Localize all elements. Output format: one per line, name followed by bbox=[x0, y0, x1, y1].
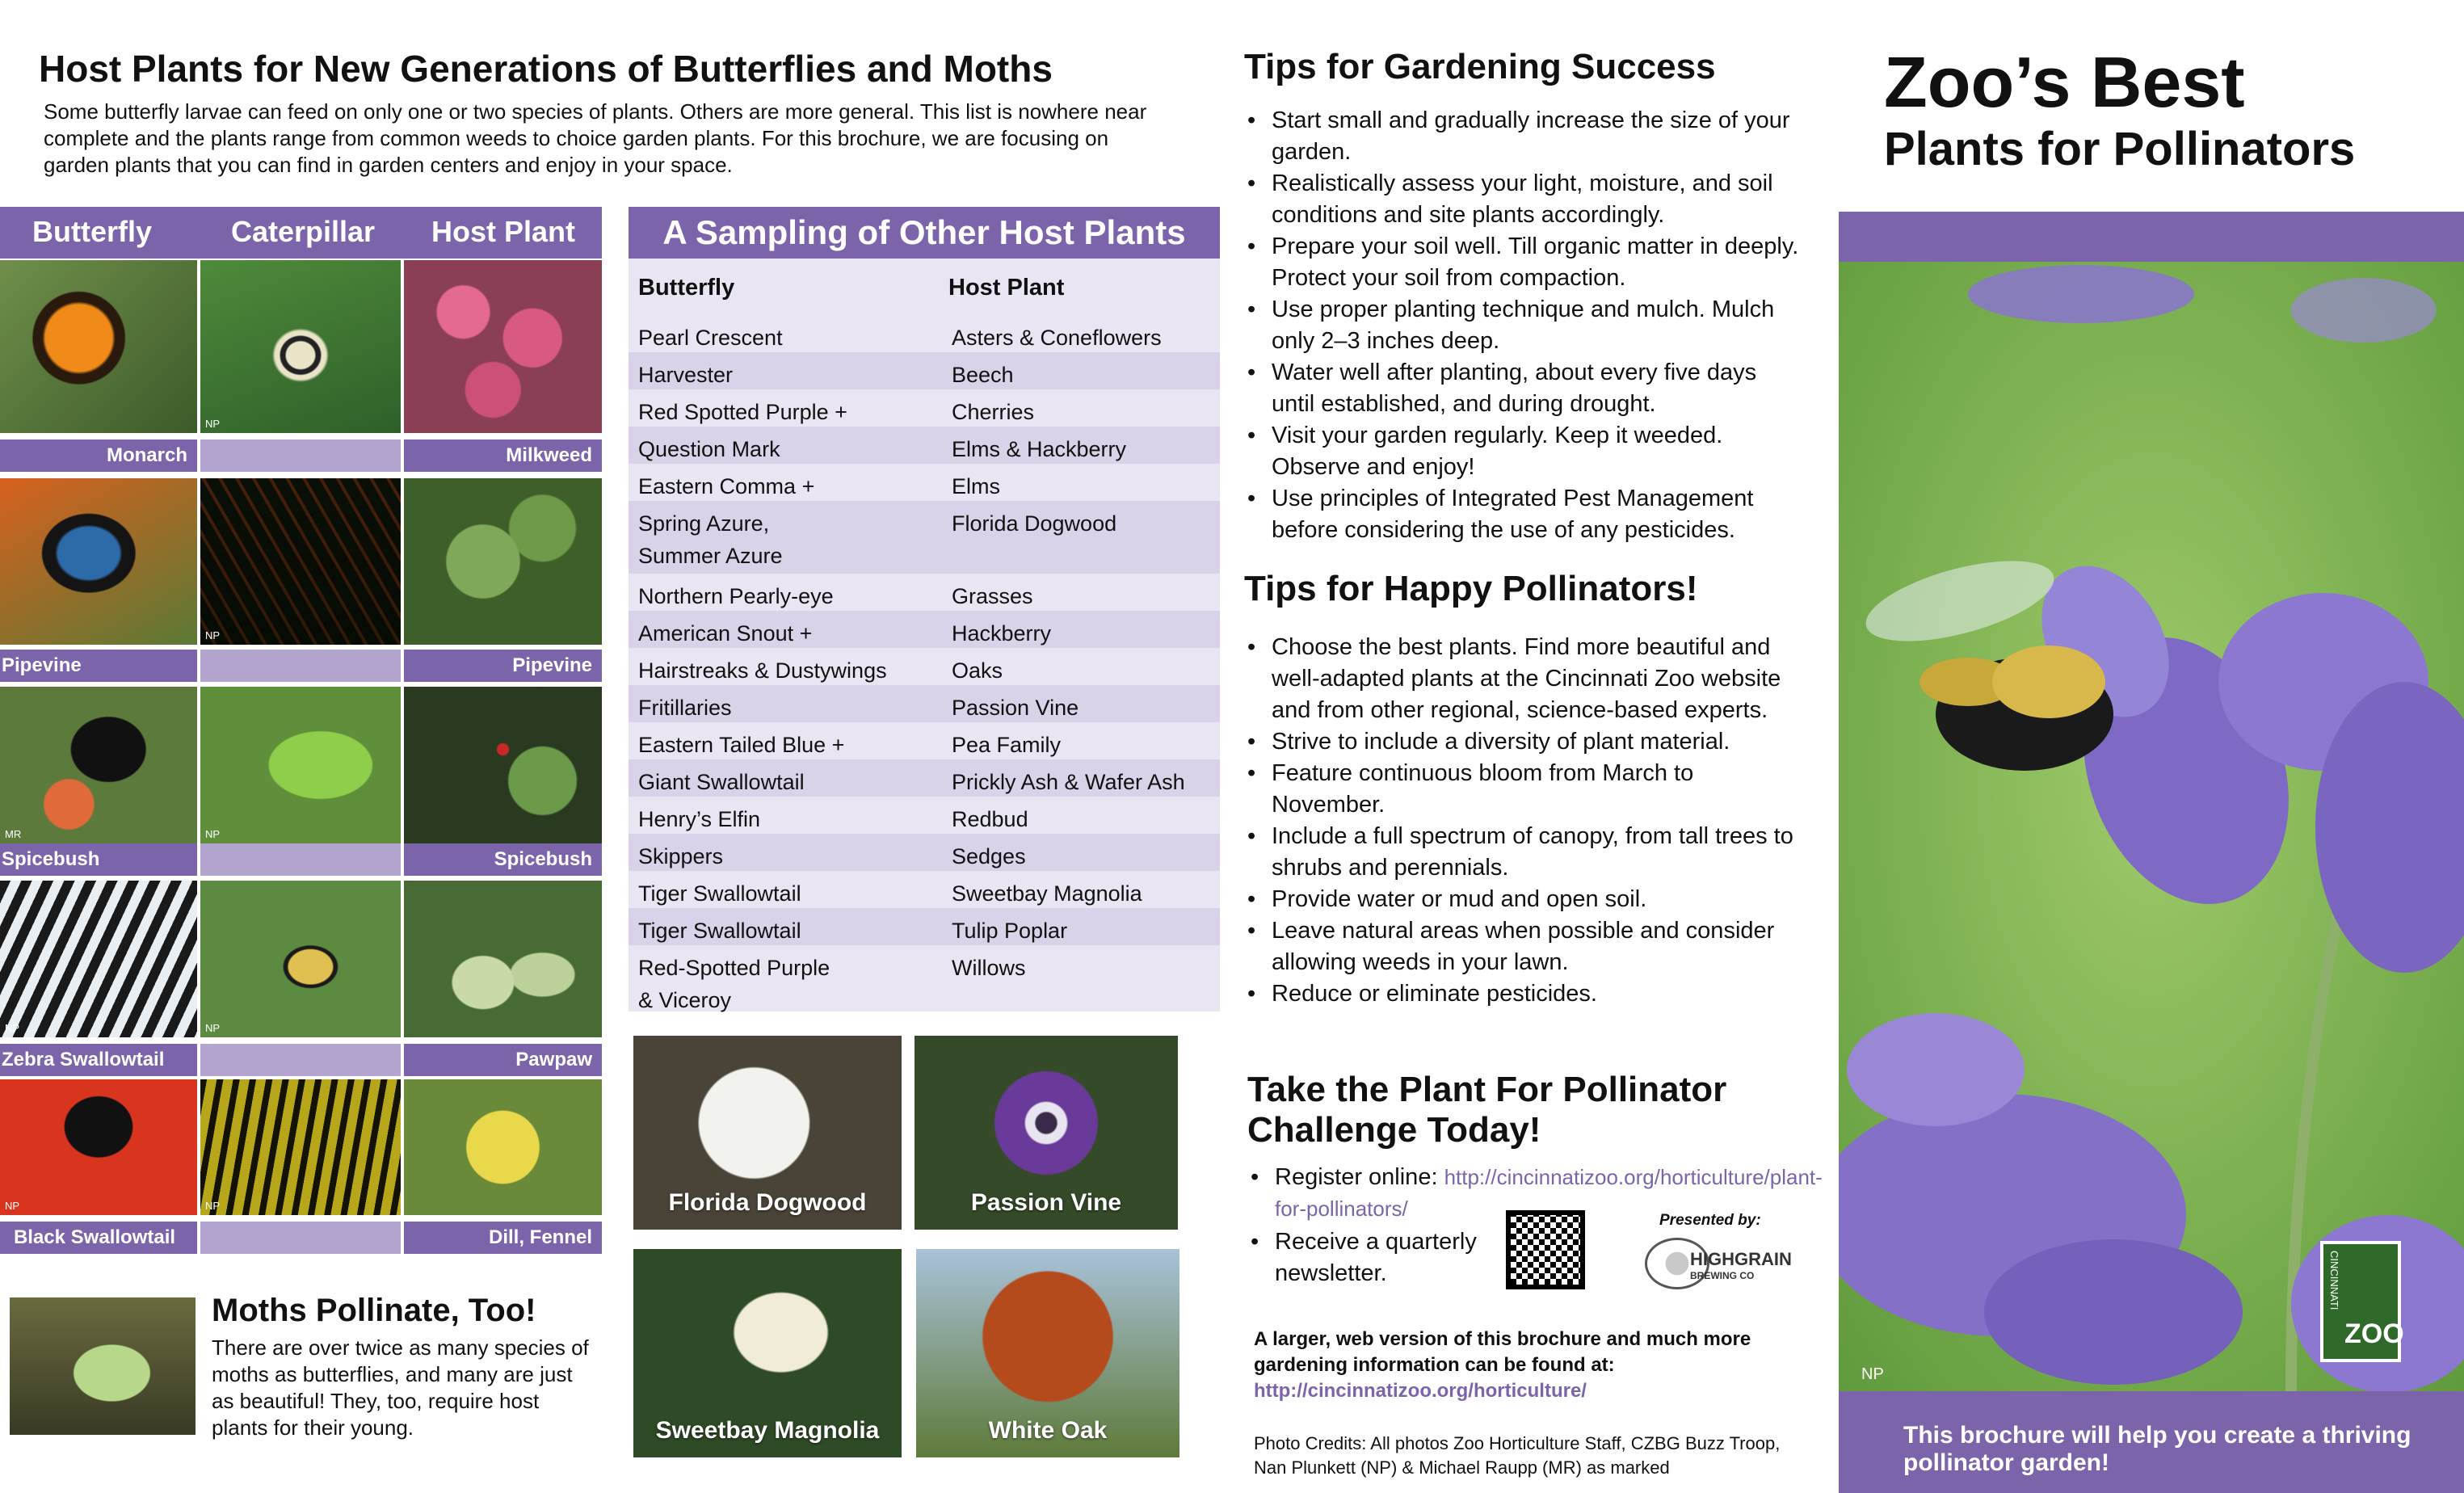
sampling-host-cell: Cherries bbox=[952, 400, 1035, 424]
sampling-host-cell: Oaks bbox=[952, 658, 1003, 683]
sampling-butterfly-line2: Summer Azure bbox=[638, 544, 783, 568]
sampling-butterfly-cell: Harvester bbox=[638, 363, 734, 387]
register-link[interactable]: http://cincinnatizoo.org/horticulture/plant-for-pollinators/ bbox=[1275, 1165, 1823, 1221]
photo-credit: NP bbox=[5, 1022, 20, 1034]
moths-text: There are over twice as many species of moths as butterflies, and many are just as beautiful! They, too, require host plants for their young. bbox=[212, 1335, 589, 1440]
sampling-row bbox=[629, 685, 1220, 722]
sampling-host-cell: Sweetbay Magnolia bbox=[952, 881, 1142, 906]
sampling-host-cell: Hackberry bbox=[952, 621, 1052, 646]
host-plants-title: Host Plants for New Generations of Butterflies and Moths bbox=[39, 48, 1053, 90]
spicebush-swallowtail-photo bbox=[0, 687, 197, 843]
sweetbay-magnolia-photo bbox=[633, 1249, 902, 1457]
sampling-butterfly-cell: Red Spotted Purple + bbox=[638, 400, 847, 424]
black-caterpillar-photo bbox=[200, 1079, 401, 1215]
photo-credit: NP bbox=[205, 418, 221, 430]
sampling-host-cell: Passion Vine bbox=[952, 696, 1079, 720]
sampling-row bbox=[629, 611, 1220, 648]
gardening-title: Tips for Gardening Success bbox=[1244, 47, 1716, 86]
col-caterpillar-label: Caterpillar bbox=[231, 215, 376, 248]
photo-credit: NP bbox=[205, 1200, 221, 1212]
pollinator-tip: • Feature continuous bloom from March to November. bbox=[1244, 758, 1802, 821]
sampling-butterfly-cell: Hairstreaks & Dustywings bbox=[638, 658, 887, 683]
sampling-host-cell: Asters & Coneflowers bbox=[952, 326, 1162, 350]
cincinnati-zoo-logo bbox=[2320, 1241, 2404, 1362]
sampling-butterfly-cell: Eastern Comma + bbox=[638, 474, 815, 498]
col-host-plant-label: Host Plant bbox=[431, 215, 576, 248]
sampling-host-cell: Sedges bbox=[952, 844, 1026, 868]
pipevine-caterpillar-photo bbox=[200, 478, 401, 645]
zoo-logo-big: ZOO bbox=[2344, 1318, 2404, 1349]
cover-title: Zoo’s Best bbox=[1884, 42, 2245, 122]
sampling-host-cell: Elms bbox=[952, 474, 1000, 498]
sampling-butterfly-cell: Pearl Crescent bbox=[638, 326, 783, 350]
sampling-row bbox=[629, 945, 1220, 1018]
sampling-host-cell: Pea Family bbox=[952, 733, 1062, 757]
photo-credits: Photo Credits: All photos Zoo Horticulture Staff, CZBG Buzz Troop, Nan Plunkett (NP) & Michael Raupp (MR) as marked bbox=[1254, 1433, 1781, 1478]
sampling-row bbox=[629, 427, 1220, 464]
sampling-col-butterfly: Butterfly bbox=[638, 275, 735, 301]
label-pipevine-swallowtail: Pipevine bbox=[0, 650, 197, 682]
challenge-newsletter: • Receive a quarterly newsletter. bbox=[1247, 1226, 1490, 1289]
florida-dogwood-caption: Florida Dogwood bbox=[668, 1189, 867, 1216]
white-oak-caption: White Oak bbox=[988, 1417, 1108, 1444]
gardening-tip: • Realistically assess your light, moisture, and soil conditions and site plants accordingly. bbox=[1244, 168, 1802, 231]
sampling-row bbox=[629, 352, 1220, 389]
web-version-link[interactable]: http://cincinnatizoo.org/horticulture/ bbox=[1254, 1380, 1587, 1402]
cover-bee-flower-photo bbox=[1839, 262, 2464, 1391]
cover-top-bar bbox=[1839, 212, 2464, 262]
milkweed-photo bbox=[404, 260, 602, 433]
pollinator-tip: • Choose the best plants. Find more beautiful and well-adapted plants at the Cincinnati Zoo website and from other regional, science-based experts. bbox=[1244, 632, 1802, 726]
zoo-logo-text: CINCINNATI bbox=[2328, 1251, 2340, 1310]
passion-vine-photo bbox=[915, 1036, 1178, 1230]
sweetbay-magnolia-caption: Sweetbay Magnolia bbox=[655, 1417, 880, 1444]
qr-code-icon[interactable] bbox=[1506, 1210, 1585, 1289]
black-swallowtail-photo bbox=[0, 1079, 197, 1215]
gardening-tip: • Use principles of Integrated Pest Management before considering the use of any pesticides. bbox=[1244, 483, 1802, 546]
spicebush-photo bbox=[404, 687, 602, 843]
sampling-butterfly-cell bbox=[638, 952, 937, 1016]
sampling-row bbox=[629, 908, 1220, 945]
sampling-butterfly-cell: Giant Swallowtail bbox=[638, 770, 805, 794]
sampling-row bbox=[629, 501, 1220, 574]
label-blank-caterpillar bbox=[200, 1222, 401, 1254]
photo-credit: NP bbox=[205, 828, 221, 840]
photo-credit: NP bbox=[205, 1022, 221, 1034]
sampling-row bbox=[629, 574, 1220, 611]
sampling-butterfly-cell bbox=[638, 507, 937, 572]
pollinator-tip: • Strive to include a diversity of plant material. bbox=[1244, 726, 1802, 758]
pollinator-tip: • Reduce or eliminate pesticides. bbox=[1244, 978, 1802, 1010]
sampling-host-cell: Tulip Poplar bbox=[952, 919, 1068, 943]
label-zebra-swallowtail: Zebra Swallowtail bbox=[0, 1044, 197, 1076]
photo-credit: NP bbox=[205, 629, 221, 641]
label-spicebush: Spicebush bbox=[404, 843, 602, 876]
gardening-tips-list bbox=[1244, 105, 1802, 546]
monarch-butterfly-photo bbox=[0, 260, 197, 433]
gardening-tip: • Visit your garden regularly. Keep it weeded. Observe and enjoy! bbox=[1244, 420, 1802, 483]
gardening-tip: • Use proper planting technique and mulch. Mulch only 2–3 inches deep. bbox=[1244, 294, 1802, 357]
pollinator-tip: • Provide water or mud and open soil. bbox=[1244, 884, 1802, 915]
pipevine-swallowtail-photo bbox=[0, 478, 197, 645]
presented-by-label: Presented by: bbox=[1659, 1212, 1761, 1229]
pawpaw-photo bbox=[404, 881, 602, 1037]
label-pawpaw: Pawpaw bbox=[404, 1044, 602, 1076]
sponsor-name: HIGHGRAIN bbox=[1690, 1249, 1792, 1269]
host-plants-intro: Some butterfly larvae can feed on only one or two species of plants. Others are more general. This list is nowhere near complete and the plants range from common weeds to choice garden plants. For this brochure, we are focusing on garden plants that you can find in garden centers and enjoy in your space. bbox=[44, 99, 1147, 177]
label-black-swallowtail: Black Swallowtail bbox=[0, 1222, 197, 1254]
sampling-host-cell: Elms & Hackberry bbox=[952, 437, 1127, 461]
label-blank-caterpillar bbox=[200, 650, 401, 682]
sampling-row bbox=[629, 722, 1220, 759]
cover-photo-credit: NP bbox=[1861, 1365, 1884, 1383]
cover-bottom-bar: This brochure will help you create a thriving pollinator garden! bbox=[1839, 1391, 2464, 1493]
sampling-butterfly-cell: Tiger Swallowtail bbox=[638, 919, 801, 943]
sampling-butterfly-line1: Red-Spotted Purple bbox=[638, 956, 830, 980]
pollinators-title: Tips for Happy Pollinators! bbox=[1244, 569, 1698, 608]
sampling-butterfly-cell: American Snout + bbox=[638, 621, 813, 646]
spicebush-caterpillar-photo bbox=[200, 687, 401, 843]
sampling-butterfly-line1: Spring Azure, bbox=[638, 511, 770, 536]
bee-on-flower-illustration bbox=[1839, 262, 2464, 1391]
host-grid-header bbox=[0, 207, 602, 259]
pollinator-tip: • Include a full spectrum of canopy, from tall trees to shrubs and perennials. bbox=[1244, 821, 1802, 884]
sampling-col-host: Host Plant bbox=[948, 275, 1065, 301]
passion-vine-caption: Passion Vine bbox=[970, 1189, 1122, 1216]
label-dill-fennel: Dill, Fennel bbox=[404, 1222, 602, 1254]
web-version-note bbox=[1254, 1327, 1803, 1404]
sampling-butterfly-cell: Tiger Swallowtail bbox=[638, 881, 801, 906]
sponsor-subtitle: BREWING CO bbox=[1690, 1270, 1755, 1281]
label-monarch: Monarch bbox=[0, 439, 197, 472]
photo-credit: NP bbox=[5, 1200, 20, 1212]
sampling-butterfly-cell: Skippers bbox=[638, 844, 724, 868]
sampling-host-cell: Grasses bbox=[952, 584, 1033, 608]
zebra-caterpillar-photo bbox=[200, 881, 401, 1037]
sampling-row bbox=[629, 797, 1220, 834]
sampling-row bbox=[629, 759, 1220, 797]
label-blank-caterpillar bbox=[200, 439, 401, 472]
sampling-butterfly-line2: & Viceroy bbox=[638, 988, 732, 1012]
zebra-swallowtail-photo bbox=[0, 881, 197, 1037]
pipevine-photo bbox=[404, 478, 602, 645]
moths-title: Moths Pollinate, Too! bbox=[212, 1293, 536, 1328]
sampling-host-cell: Florida Dogwood bbox=[952, 511, 1117, 536]
sampling-row bbox=[629, 648, 1220, 685]
sampling-butterfly-cell: Fritillaries bbox=[638, 696, 732, 720]
col-butterfly-label: Butterfly bbox=[32, 215, 153, 248]
photo-credit: MR bbox=[5, 828, 22, 840]
sampling-table bbox=[629, 259, 1220, 1011]
sampling-host-cell: Willows bbox=[952, 956, 1026, 980]
sampling-row bbox=[629, 834, 1220, 871]
label-milkweed: Milkweed bbox=[404, 439, 602, 472]
monarch-caterpillar-photo bbox=[200, 260, 401, 433]
label-pipevine: Pipevine bbox=[404, 650, 602, 682]
sampling-row bbox=[629, 389, 1220, 427]
cover-subtitle: Plants for Pollinators bbox=[1884, 123, 2356, 175]
sampling-row bbox=[629, 871, 1220, 908]
dill-fennel-photo bbox=[404, 1079, 602, 1215]
gardening-tip: • Water well after planting, about every five days until established, and during drought. bbox=[1244, 357, 1802, 420]
sampling-row bbox=[629, 464, 1220, 501]
gardening-tip: • Start small and gradually increase the size of your garden. bbox=[1244, 105, 1802, 168]
sampling-butterfly-cell: Henry’s Elfin bbox=[638, 807, 761, 831]
register-label: Register online: bbox=[1275, 1164, 1438, 1190]
sampling-butterfly-cell: Eastern Tailed Blue + bbox=[638, 733, 845, 757]
pollinator-tips-list bbox=[1244, 632, 1802, 1010]
luna-moth-photo bbox=[10, 1297, 196, 1435]
label-blank-caterpillar bbox=[200, 1044, 401, 1076]
label-spicebush-swallowtail: Spicebush bbox=[0, 843, 197, 876]
sampling-title: A Sampling of Other Host Plants bbox=[629, 207, 1220, 259]
web-note-text: A larger, web version of this brochure and much more gardening information can be found at: bbox=[1254, 1328, 1751, 1376]
sampling-host-cell: Prickly Ash & Wafer Ash bbox=[952, 770, 1185, 794]
challenge-title: Take the Plant For Pollinator Challenge Today! bbox=[1247, 1070, 1727, 1150]
gardening-tip: • Prepare your soil well. Till organic matter in deeply. Protect your soil from compaction. bbox=[1244, 231, 1802, 294]
sampling-host-cell: Beech bbox=[952, 363, 1014, 387]
white-oak-photo bbox=[916, 1249, 1179, 1457]
pollinator-tip: • Leave natural areas when possible and consider allowing weeds in your lawn. bbox=[1244, 915, 1802, 978]
florida-dogwood-photo bbox=[633, 1036, 902, 1230]
sampling-host-cell: Redbud bbox=[952, 807, 1028, 831]
sampling-butterfly-cell: Question Mark bbox=[638, 437, 780, 461]
sampling-butterfly-cell: Northern Pearly-eye bbox=[638, 584, 834, 608]
sampling-row bbox=[629, 315, 1220, 352]
label-blank-caterpillar bbox=[200, 843, 401, 876]
